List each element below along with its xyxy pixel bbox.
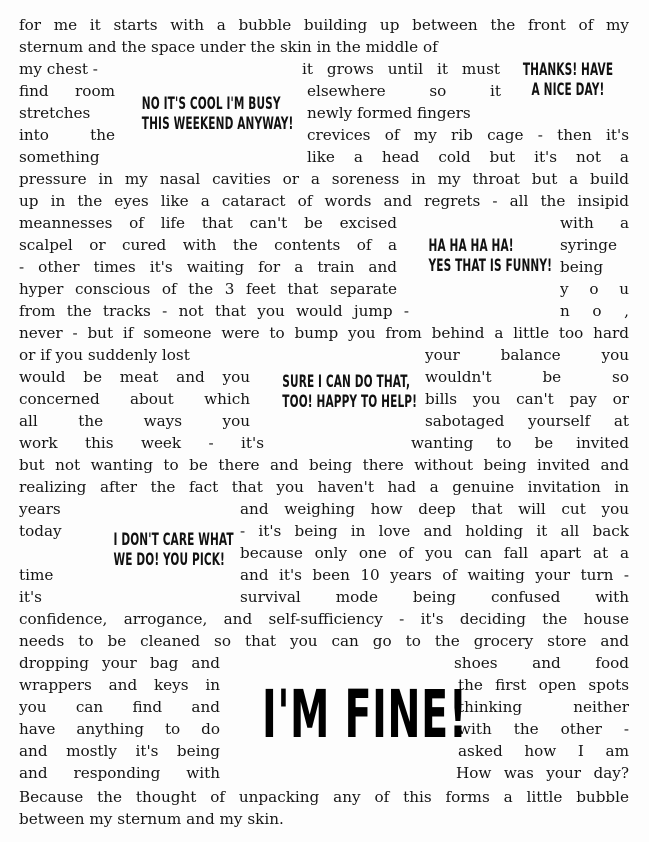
haha-callout	[428, 236, 553, 277]
poem-line: y o u	[560, 280, 629, 298]
poem-line: because only one of you can fall apart at a	[240, 544, 629, 562]
poem-line: something	[19, 148, 100, 166]
poem-line: between my sternum and my skin.	[19, 810, 284, 828]
poem-line: syringe	[560, 236, 617, 254]
poem-line: and it's been 10 years of waiting your turn -	[240, 566, 629, 584]
busy-callout	[141, 94, 294, 135]
im-fine-headline: I'M FINE!	[262, 676, 468, 753]
callout-line: NO IT'S COOL I'M BUSY	[141, 94, 281, 114]
poem-line: realizing after the fact that you haven't had a genuine invitation in	[19, 478, 629, 496]
poem-line: would be meat and you	[19, 368, 250, 386]
poem-line: for me it starts with a bubble building up between the front of my	[19, 16, 629, 34]
poem-line: shoes and food	[454, 654, 629, 672]
poem-line: work this week - it's	[19, 434, 264, 452]
poem-line: bills you can't pay or	[425, 390, 629, 408]
poem-line: wanting to be invited	[411, 434, 629, 452]
callout-line: I DON'T CARE WHAT	[113, 530, 234, 550]
poem-line: from the tracks - not that you would jump -	[19, 302, 409, 320]
poem-line: needs to be cleaned so that you can go to the grocery store and	[19, 632, 629, 650]
poem-line: crevices of my rib cage - then it's	[307, 126, 629, 144]
poem-line: my chest -	[19, 60, 98, 78]
poem-line: all the ways you	[19, 412, 250, 430]
poem-line: or if you suddenly lost	[19, 346, 190, 364]
poem-line: it's	[19, 588, 42, 606]
callout-line: WE DO! YOU PICK!	[113, 550, 225, 571]
poem-line: sternum and the space under the skin in the middle of	[19, 38, 438, 56]
poem-line: it grows until it must	[302, 60, 500, 78]
callout-line: YES THAT IS FUNNY!	[428, 256, 553, 277]
poem-line: but not wanting to be there and being there without being invited and	[19, 456, 629, 474]
poem-line: wrappers and keys in	[19, 676, 220, 694]
poem-line: and weighing how deep that will cut you	[240, 500, 629, 518]
poem-line: concerned about which	[19, 390, 250, 408]
poem-line: hyper conscious of the 3 feet that separate	[19, 280, 397, 298]
thanks-callout	[518, 60, 617, 100]
poem-line: pressure in my nasal cavities or a soreness in my throat but a build	[19, 170, 629, 188]
poem-line: with the other -	[458, 720, 629, 738]
poem-line: survival mode being confused with	[240, 588, 629, 606]
poem-line: years	[19, 500, 61, 518]
poem-line: sabotaged yourself at	[425, 412, 629, 430]
poem-line: thinking neither	[458, 698, 629, 716]
poem-line: elsewhere so it	[307, 82, 501, 100]
poem-line: n o ,	[560, 302, 629, 320]
poem-line: - other times it's waiting for a train and	[19, 258, 397, 276]
poem-line: Because the thought of unpacking any of this forms a little bubble	[19, 788, 629, 806]
poem-line: asked how I am	[458, 742, 629, 760]
poem-line: up in the eyes like a cataract of words and regrets - all the insipid	[19, 192, 629, 210]
poem-line: and responding with	[19, 764, 220, 782]
poem-line: scalpel or cured with the contents of a	[19, 236, 397, 254]
sure-callout	[282, 372, 418, 413]
poem-line: never - but if someone were to bump you from behind a little too hard	[19, 324, 629, 342]
poem-line: into the	[19, 126, 115, 144]
poem-line: meannesses of life that can't be excised	[19, 214, 397, 232]
callout-line: HA HA HA HA!	[428, 236, 514, 256]
callout-line: SURE I CAN DO THAT,	[282, 372, 411, 392]
callout-line: TOO! HAPPY TO HELP!	[282, 392, 418, 413]
poem-line: newly formed fingers	[307, 104, 471, 122]
poem-line: have anything to do	[19, 720, 220, 738]
callout-line: THIS WEEKEND ANYWAY!	[141, 114, 294, 135]
callout-line: A NICE DAY!	[531, 80, 605, 101]
poem-line: the first open spots	[458, 676, 629, 694]
poem-line: being	[560, 258, 604, 276]
poem-line: confidence, arrogance, and self-sufficiency - it's deciding the house	[19, 610, 629, 628]
poem-line: your balance you	[425, 346, 629, 364]
poem-line: time	[19, 566, 54, 584]
poem-line: stretches	[19, 104, 91, 122]
poem-line: with a	[560, 214, 629, 232]
poem-line: How was your day?	[456, 764, 629, 782]
poem-line: you can find and	[19, 698, 220, 716]
poem-line: today	[19, 522, 62, 540]
poem-line: wouldn't be so	[425, 368, 629, 386]
poem-line: dropping your bag and	[19, 654, 220, 672]
poem-line: and mostly it's being	[19, 742, 220, 760]
poem-line: like a head cold but it's not a	[307, 148, 629, 166]
poem-line: - it's being in love and holding it all back	[240, 522, 629, 540]
poem-line: find room	[19, 82, 115, 100]
dontcare-callout	[113, 530, 234, 571]
callout-line: THANKS! HAVE	[522, 60, 614, 80]
